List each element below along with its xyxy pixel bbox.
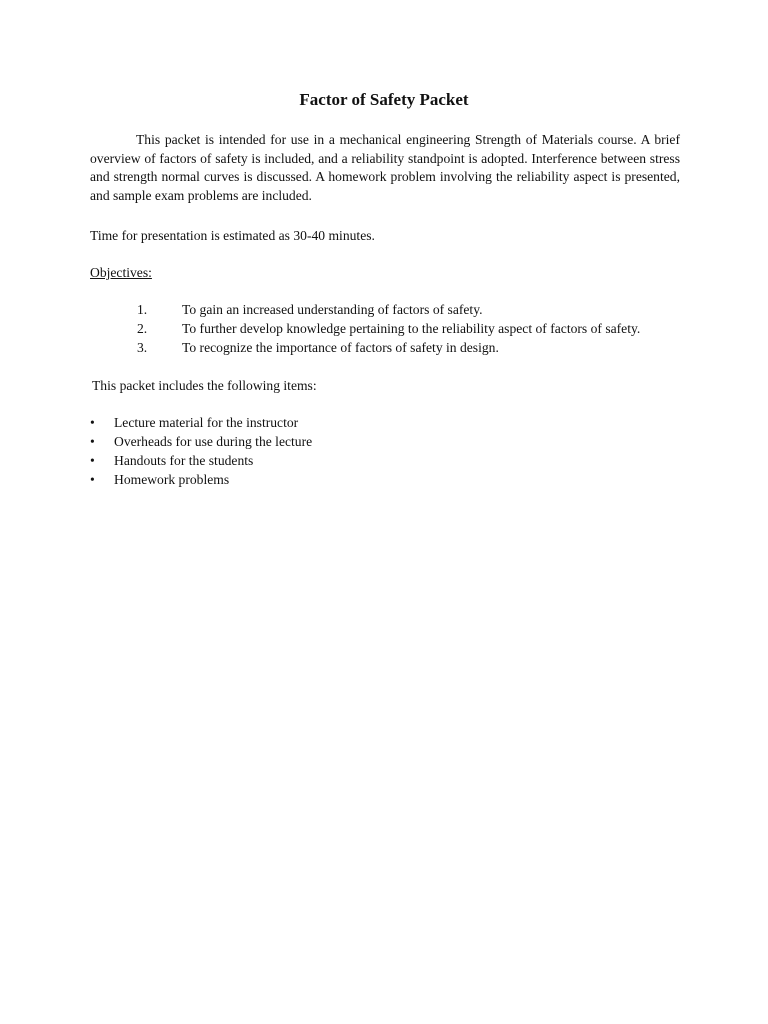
objective-text: To recognize the importance of factors of safety in design. <box>182 340 499 355</box>
intro-paragraph: This packet is intended for use in a mechanical engineering Strength of Materials course. A brief overview of factors of safety is included, and a reliability standpoint is adopted. Interference between stress and strength normal curves is discussed. A homework problem involving the reliability aspect is presented, and sample exam problems are included. <box>90 132 680 204</box>
packet-item-text: Lecture material for the instructor <box>114 415 299 430</box>
bullet-icon: • <box>90 415 95 430</box>
packet-item-text: Handouts for the students <box>114 453 254 468</box>
objective-number: 1. <box>137 302 148 317</box>
objectives-heading: Objectives: <box>90 265 152 280</box>
bullet-icon: • <box>90 453 95 468</box>
bullet-icon: • <box>90 472 95 487</box>
packet-item-text: Overheads for use during the lecture <box>114 434 313 449</box>
bullet-icon: • <box>90 434 95 449</box>
objective-text: To further develop knowledge pertaining to the reliability aspect of factors of safety. <box>182 321 641 336</box>
time-statement: Time for presentation is estimated as 30-40 minutes. <box>90 228 375 243</box>
objective-number: 2. <box>137 321 148 336</box>
objective-text: To gain an increased understanding of factors of safety. <box>182 302 483 317</box>
includes-intro: This packet includes the following items: <box>92 378 317 393</box>
packet-item-text: Homework problems <box>114 472 230 487</box>
objective-number: 3. <box>137 340 148 355</box>
document-title: Factor of Safety Packet <box>299 90 469 109</box>
